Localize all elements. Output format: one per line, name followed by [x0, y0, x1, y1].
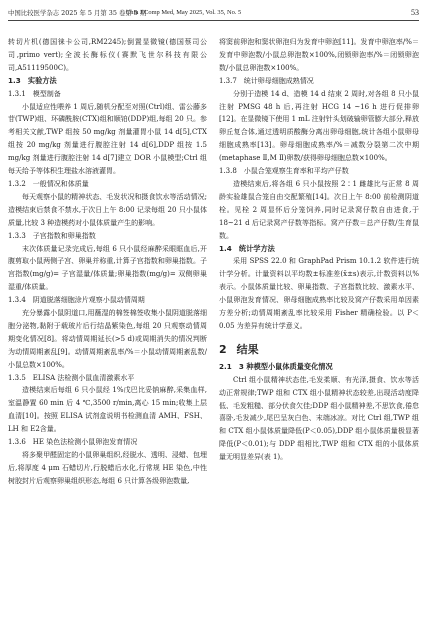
subsection-heading-1-3-1: 1.3.1 模型制备: [8, 89, 61, 98]
paragraph-fertility: 造模结束后,将各组 6 只小鼠按照 2∶1 雌雄比与正常 8 周龄实验雄鼠合笼自由交配繁殖[14]。次日上午 8:00 前检测阴道栓。见栓 2 周显怀后分笼饲养,同时记录窝仔数自由进食,于 18~21 d 后记录窝产仔数等指标。窝产仔数＝总产仔数/生育鼠数。: [219, 179, 419, 240]
section-heading-results: [219, 343, 419, 357]
paragraph-elisa: 造模结束后每组 6 只小鼠经 1%戊巴比妥钠麻醉,采集血样,室温静置 60 min 后 4 ℃,3500 r/min,离心 15 min;收集上层血清[10]。按照 ELISA 试剂盒说明书检测血清 AMH、FSH、LH 和 E2含量。: [8, 386, 207, 434]
paragraph-statistics: 采用 SPSS 22.0 和 GraphPad Prism 10.1.2 软件进行统计学分析。计量资料以平均数±标准差(x̄±s)表示,计数资料以%表示。小鼠体质量比较、卵巢指数、子宫指数比较、激素水平、小鼠卵泡发育情况、卵母细胞成熟率比较及窝产仔数采用单因素方差分析;动情周期紊乱率比较采用 Fisher 精确检验。以 P＜0.05 为差异有统计学意义。: [219, 257, 419, 330]
journal-title-cn: 中国比较医学杂志 2025 年 5 月第 35 卷第 5 期: [8, 8, 147, 17]
subsection-heading-1-3-4: 1.3.4 阴道脱落细胞涂片观察小鼠动情周期: [8, 296, 145, 305]
paragraph-he-staining: 将多聚甲醛固定的小鼠卵巢组织,经脱水、透明、浸蜡、包埋后,将厚度 4 μm 石蜡切片,行脱蜡后水化,行常规 HE 染色,中性树胶封片后观察卵巢组织形态,每组 6 只计算各级卵泡数量,: [8, 451, 207, 485]
subsection-heading-1-3-6: 1.3.6 HE 染色法检测小鼠卵泡发育情况: [8, 438, 138, 447]
paragraph-oocyte-maturation: 分别于造模 14 d、造模 14 d 结束 2 周时,对各组 8 只小鼠注射 PMSG 48 h 后,再注射 HCG 14 ~16 h 进行促排卵[12]。在显微镜下使用 1 mL 注射针头划破输卵管膨大部分,释放卵丘复合体,通过透明质酸酶分离出卵母细胞,统计各组小鼠卵母细胞成熟率[13]。卵母细胞成熟率/%＝减数分裂第二次中期(metaphase Ⅱ,M Ⅱ)卵数/获得卵母细胞总数×100%。: [219, 89, 419, 163]
paragraph-general-condition: 每天观察小鼠的精神状态、毛发状况和摄食饮水等活动情况;造模结束后禁食不禁水,于次日上午 8:00 记录每组 20 只小鼠体质量,比较 3 种造模药对小鼠体质量产生的影响。: [8, 192, 207, 227]
left-column: [8, 36, 207, 488]
page-number: 53: [411, 7, 419, 17]
paragraph-model-preparation: 小鼠适应性喂养 1 周后,随机分配至对照(Ctrl)组、雷公藤多苷(TWP)组、环磷酰胺(CTX)组和顺铂(DDP)组,每组 20 只。参考相关文献,TWP 组按 50 mg/kg 剂量灌胃小鼠 14 d[5],CTX 组按 20 mg/kg 剂量进行腹腔注射 14 d[6],DDP 组按 1.5 mg/kg 剂量进行腹腔注射 14 d[7]建立 DOR 小鼠模型;Ctrl 组每天给予等体积生理盐水溶液灌胃。: [8, 102, 207, 176]
paragraph-estrous-cycle: 充分暴露小鼠阴道口,用蘸湿的棉签棉签收集小鼠阴道脱落细胞分泌物,黏附于载玻片后行结晶紫染色,每组 20 只观察动情周期变化情况[8]。将动情周期延长(>5 d)或周期消失的情况判断为动情周期紊乱[9]。动情周期紊乱率/%＝小鼠动情周期紊乱数/小鼠总数×100%。: [8, 309, 207, 369]
subsection-heading-1-3-5: 1.3.5 ELISA 法检测小鼠血清激素水平: [8, 373, 135, 382]
section-heading-1-4: 1.4 统计学方法: [219, 243, 275, 253]
running-header: [8, 6, 419, 18]
paragraph-follicle-rates: 将窦前卵泡和窦状卵泡归为发育中卵泡[11]。发育中卵泡率/%＝发育中卵泡数/小鼠总卵泡数×100%,闭锁卵泡率/%＝闭锁卵泡数/小鼠总卵泡数×100%。: [219, 38, 419, 72]
paragraph-organ-index: 末次体质量记录完成后,每组 6 只小鼠经麻醉采眼眶血后,开腹剪取小鼠两侧子宫、卵巢并称重,计算子宫指数和卵巢指数。子宫指数(mg/g)= 子宫湿量/体质量;卵巢指数(mg/g)= 双侧卵巢湿重/体质量。: [8, 244, 207, 292]
paragraph-instruments: 转切片机(德国徕卡公司,RM2245);倒置显微镜(德国蔡司公司,primo vert);全波长酶标仪(赛默飞世尔科技有限公司,A51119500C)。: [8, 38, 207, 72]
subsection-heading-1-3-7: 1.3.7 统计卵母细胞成熟情况: [219, 76, 314, 85]
section-number: 2: [219, 342, 227, 356]
section-heading-2-1: 2.1 3 种模型小鼠体质量变化情况: [219, 361, 333, 371]
section-title: 结果: [236, 342, 259, 356]
subsection-heading-1-3-3: 1.3.3 子宫指数和卵巢指数: [8, 231, 96, 240]
section-heading-1-3: 1.3 实验方法: [8, 75, 57, 85]
journal-title-en: Chin J Comp Med, May 2025, Vol. 35, No. 5: [126, 8, 242, 16]
subsection-heading-1-3-8: 1.3.8 小鼠合笼观察生育率和平均产仔数: [219, 167, 349, 176]
right-column: [219, 36, 419, 464]
subsection-heading-1-3-2: 1.3.2 一般情况和体质量: [8, 179, 89, 188]
header-divider: [8, 20, 419, 21]
paragraph-body-weight: Ctrl 组小鼠精神状态佳,毛发柔顺、有光泽,摄食、饮水等活动正常规律;TWP 组和 CTX 组小鼠精神状态较差,出现活动度降低、毛发粗糙、部分伏食欠佳;DDP 组小鼠精神差,不思饮食,倦怠喜卧,毛发减少,尾巴呈灰白色、末端冰凉。对比 Ctrl 组,TWP 组和 CTX 组小鼠体质量降低(P＜0.05),DDP 组小鼠体质量极显著降低(P＜0.01);与 DDP 组相比,TWP 组和 CTX 组的小鼠体质量无明显差异(表 1)。: [219, 375, 419, 462]
